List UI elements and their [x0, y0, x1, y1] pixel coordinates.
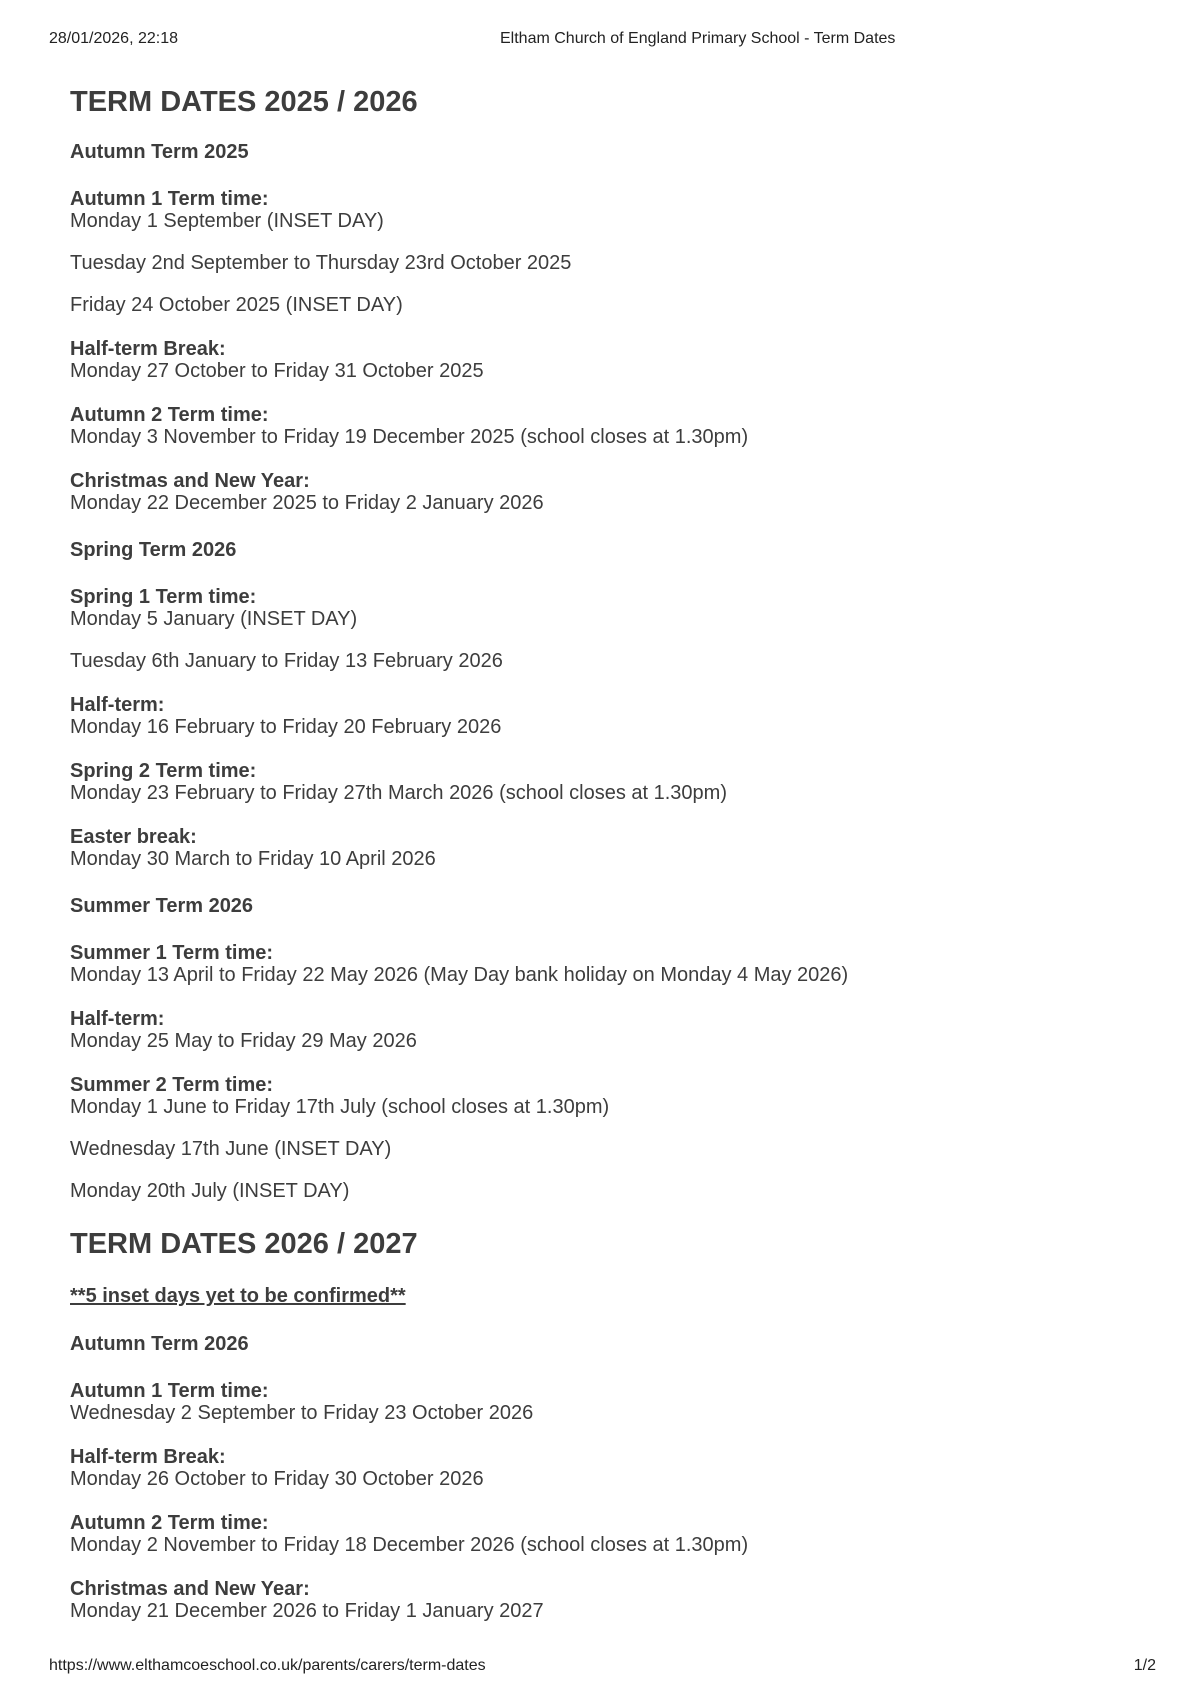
- half-term-label: Half-term Break:: [70, 1446, 226, 1468]
- autumn1-label: Autumn 1 Term time:: [70, 1380, 269, 1402]
- christmas-label: Christmas and New Year:: [70, 470, 310, 492]
- term-dates-content: [70, 84, 1130, 1622]
- half-term-dates: Monday 26 October to Friday 30 October 2026: [70, 1468, 484, 1490]
- spring2-2026-block: [70, 760, 1130, 804]
- year-heading-2026-2027: TERM DATES 2026 / 2027: [70, 1228, 418, 1260]
- print-page-title: Eltham Church of England Primary School - Term Dates: [500, 30, 896, 47]
- half-term-dates: Monday 16 February to Friday 20 February 2026: [70, 716, 502, 738]
- summer2-label: Summer 2 Term time:: [70, 1074, 274, 1096]
- summer2-2026-block: [70, 1074, 1130, 1118]
- print-url: https://www.elthamcoeschool.co.uk/parents/carers/term-dates: [49, 1657, 486, 1674]
- autumn2-dates: Monday 3 November to Friday 19 December 2025 (school closes at 1.30pm): [70, 426, 749, 448]
- autumn1-dates: Wednesday 2 September to Friday 23 October 2026: [70, 1402, 534, 1424]
- easter-label: Easter break:: [70, 826, 197, 848]
- half-term-label: Half-term Break:: [70, 338, 226, 360]
- autumn1-inset-day-2: Friday 24 October 2025 (INSET DAY): [70, 294, 403, 316]
- christmas-2025-block: [70, 470, 1130, 514]
- spring1-2026-block: [70, 586, 1130, 630]
- term-heading-spring-2026: Spring Term 2026: [70, 539, 237, 561]
- print-page-number: 1/2: [1133, 1657, 1156, 1674]
- autumn1-inset-day: Monday 1 September (INSET DAY): [70, 210, 384, 232]
- autumn1-2026-block: [70, 1380, 1130, 1424]
- half-term-label: Half-term:: [70, 694, 165, 716]
- autumn1-2025-block: [70, 188, 1130, 232]
- year-heading-2025-2026: TERM DATES 2025 / 2026: [70, 86, 418, 118]
- half-term-oct-2025-block: [70, 338, 1130, 382]
- spring2-label: Spring 2 Term time:: [70, 760, 257, 782]
- summer2-inset-day-june: Wednesday 17th June (INSET DAY): [70, 1138, 392, 1160]
- summer1-label: Summer 1 Term time:: [70, 942, 274, 964]
- term-heading-autumn-2026: Autumn Term 2026: [70, 1333, 249, 1355]
- christmas-2026-block: [70, 1578, 1130, 1622]
- spring1-term-dates: Tuesday 6th January to Friday 13 February 2026: [70, 650, 503, 672]
- print-datetime: 28/01/2026, 22:18: [49, 30, 179, 47]
- term-heading-summer-2026: Summer Term 2026: [70, 895, 254, 917]
- spring1-label: Spring 1 Term time:: [70, 586, 257, 608]
- summer2-inset-day-july: Monday 20th July (INSET DAY): [70, 1180, 350, 1202]
- half-term-label: Half-term:: [70, 1008, 165, 1030]
- half-term-dates: Monday 27 October to Friday 31 October 2025: [70, 360, 484, 382]
- autumn1-label: Autumn 1 Term time:: [70, 188, 269, 210]
- autumn2-dates: Monday 2 November to Friday 18 December 2026 (school closes at 1.30pm): [70, 1534, 749, 1556]
- spring1-inset-day: Monday 5 January (INSET DAY): [70, 608, 358, 630]
- christmas-label: Christmas and New Year:: [70, 1578, 310, 1600]
- half-term-dates: Monday 25 May to Friday 29 May 2026: [70, 1030, 417, 1052]
- christmas-dates: Monday 21 December 2026 to Friday 1 January 2027: [70, 1600, 544, 1622]
- autumn2-2026-block: [70, 1512, 1130, 1556]
- christmas-dates: Monday 22 December 2025 to Friday 2 January 2026: [70, 492, 544, 514]
- summer1-dates: Monday 13 April to Friday 22 May 2026 (May Day bank holiday on Monday 4 May 2026): [70, 964, 849, 986]
- autumn2-label: Autumn 2 Term time:: [70, 1512, 269, 1534]
- half-term-oct-2026-block: [70, 1446, 1130, 1490]
- spring2-dates: Monday 23 February to Friday 27th March 2026 (school closes at 1.30pm): [70, 782, 727, 804]
- inset-days-notice: **5 inset days yet to be confirmed**: [70, 1285, 406, 1307]
- autumn1-term-dates: Tuesday 2nd September to Thursday 23rd October 2025: [70, 252, 572, 274]
- half-term-feb-2026-block: [70, 694, 1130, 738]
- autumn2-label: Autumn 2 Term time:: [70, 404, 269, 426]
- half-term-may-2026-block: [70, 1008, 1130, 1052]
- easter-2026-block: [70, 826, 1130, 870]
- easter-dates: Monday 30 March to Friday 10 April 2026: [70, 848, 436, 870]
- autumn2-2025-block: [70, 404, 1130, 448]
- term-heading-autumn-2025: Autumn Term 2025: [70, 141, 249, 163]
- summer1-2026-block: [70, 942, 1130, 986]
- summer2-dates: Monday 1 June to Friday 17th July (school closes at 1.30pm): [70, 1096, 610, 1118]
